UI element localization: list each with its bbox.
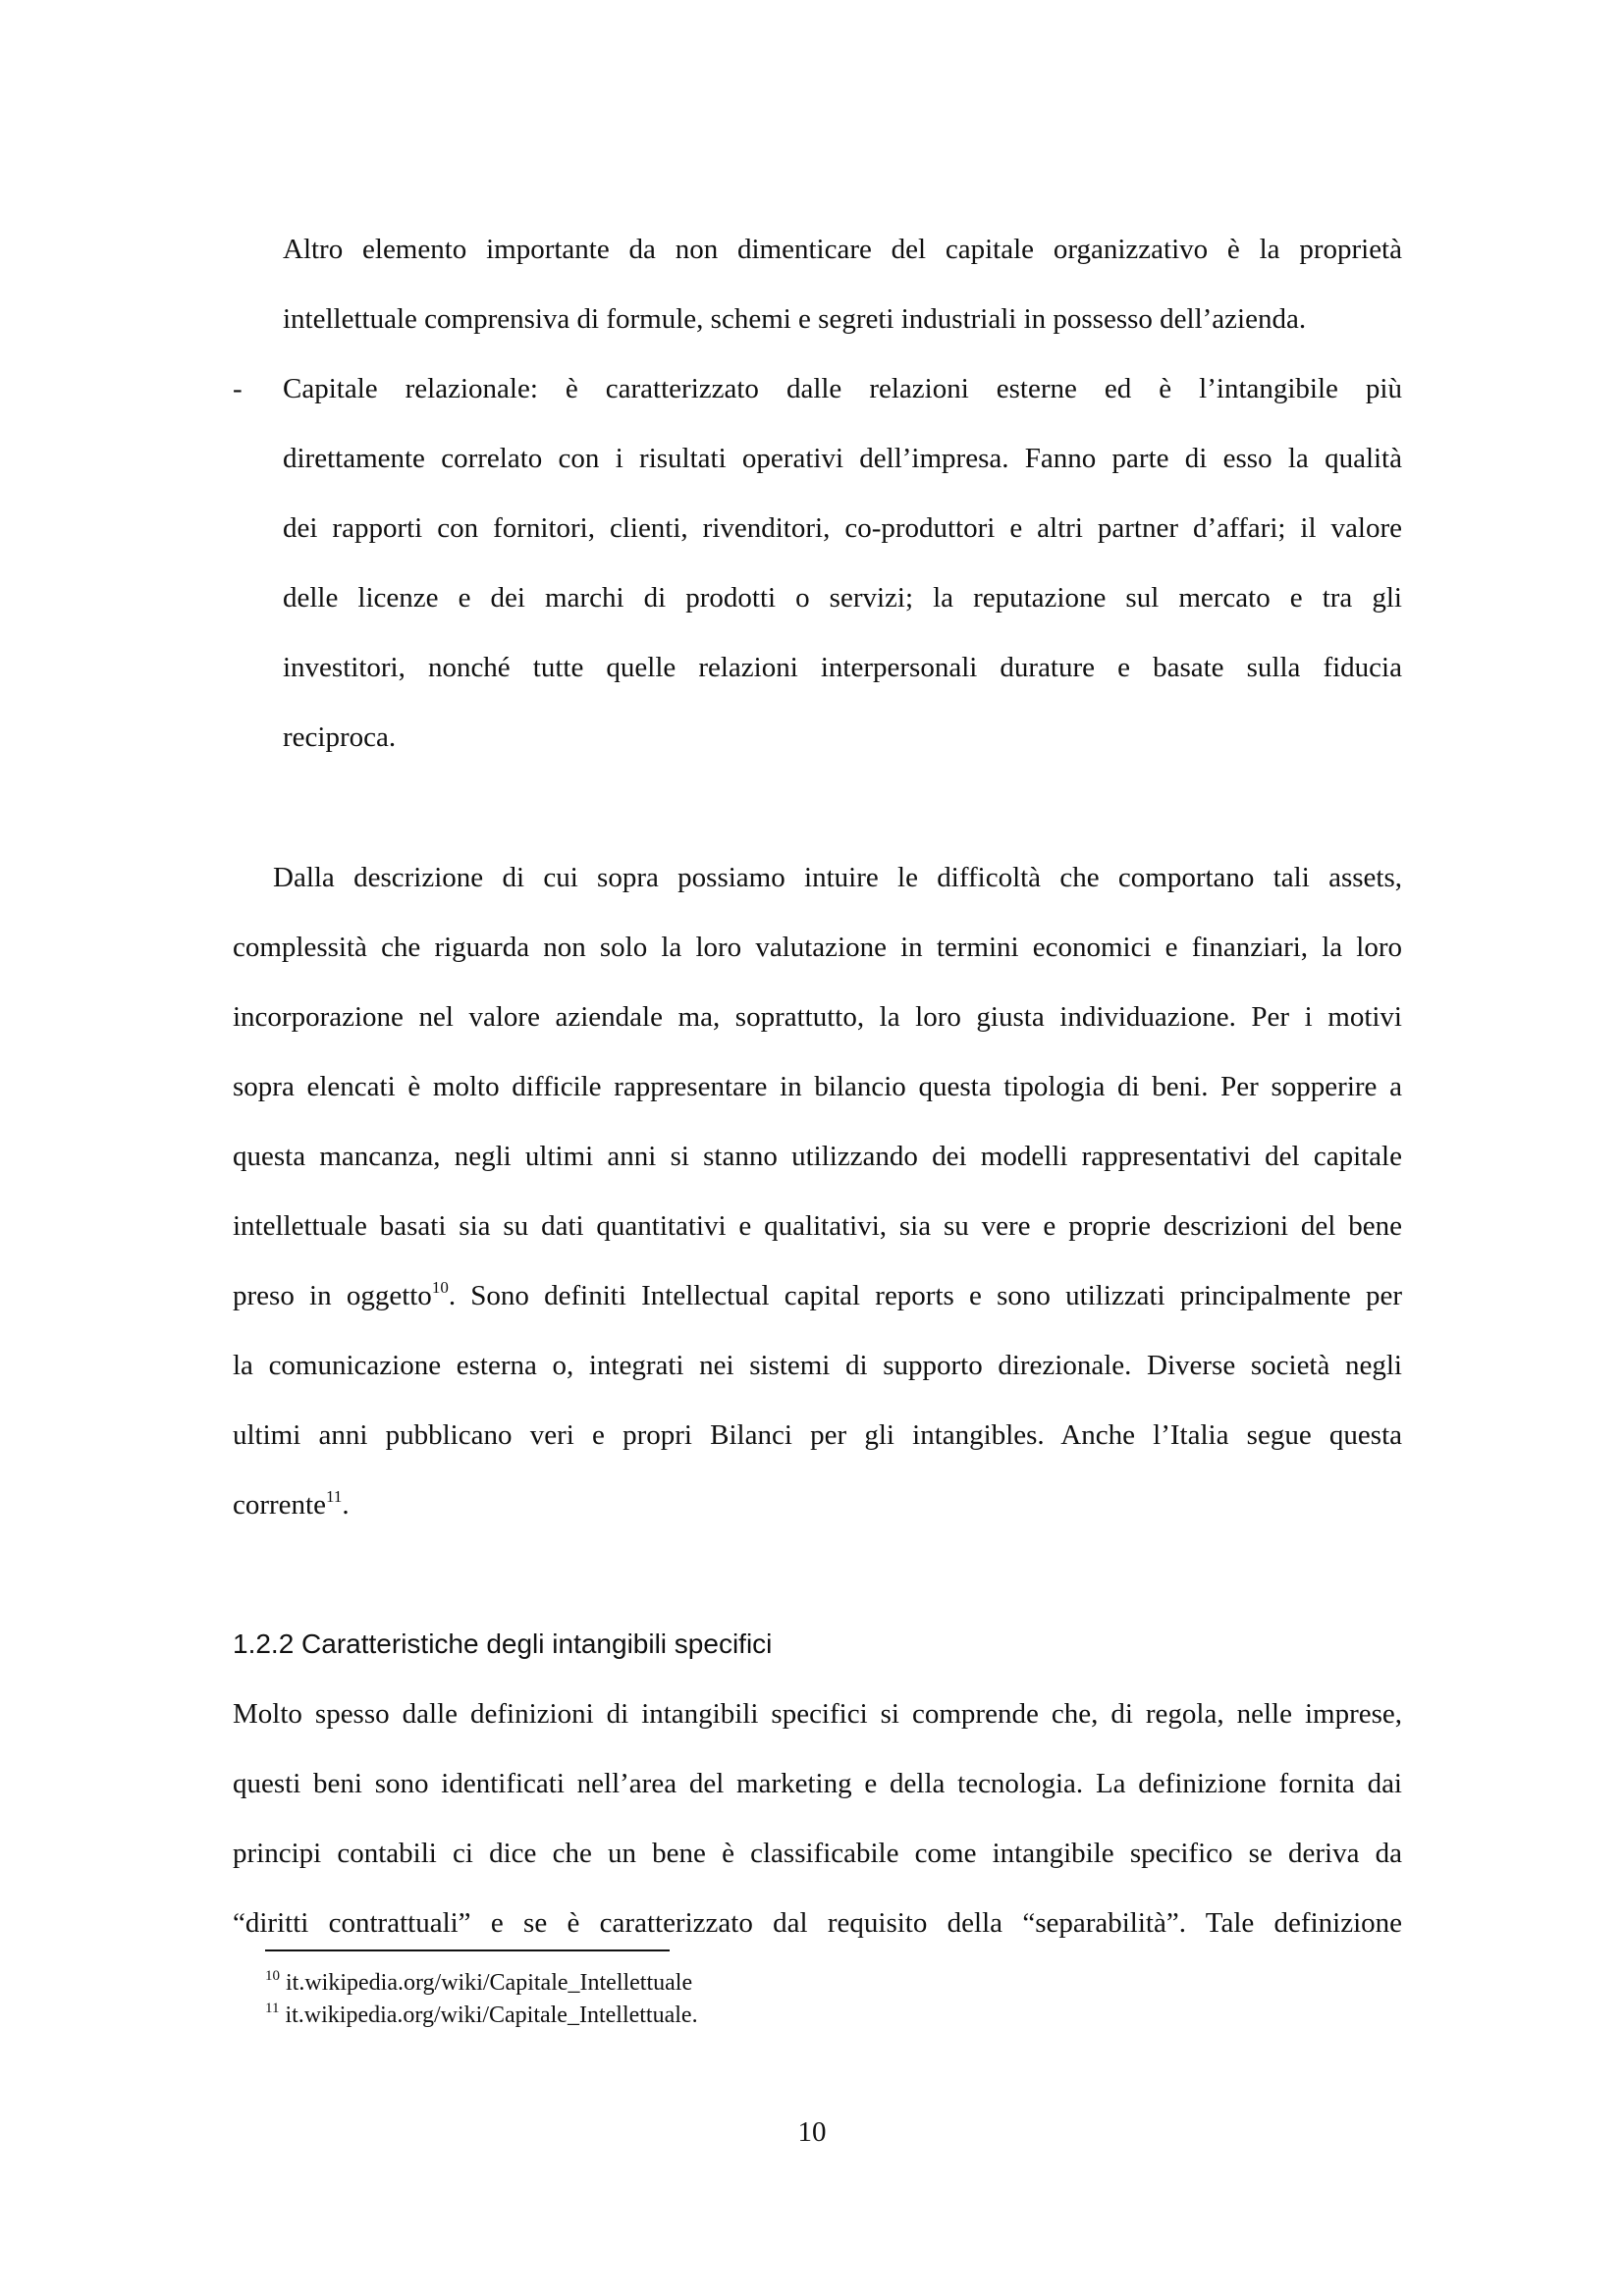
footnote-11-number: 11 — [265, 2001, 280, 2016]
paragraph1-line-7-end: . Sono definiti Intellectual capital reports e sono utilizzati principalmente per — [448, 1280, 1403, 1311]
paragraph1-line-7-start: preso in oggetto — [233, 1280, 432, 1311]
bullet-line-1: Capitale relazionale: è caratterizzato dalle relazioni esterne ed è l’intangibile più — [283, 373, 1402, 404]
bullet-line-5: investitori, nonché tutte quelle relazioni interpersonali durature e basate sulla fiducia — [283, 652, 1402, 683]
paragraph1-line-6: intellettuale basati sia su dati quantitativi e qualitativi, sia su vere e proprie descrizioni del bene — [233, 1210, 1402, 1242]
bullet-line-3: dei rapporti con fornitori, clienti, rivenditori, co-produttori e altri partner d’affari; il valore — [283, 512, 1402, 544]
paragraph1-line-2: complessità che riguarda non solo la loro valutazione in termini economici e finanziari, la loro — [233, 932, 1402, 963]
paragraph1-line-4: sopra elencati è molto difficile rappresentare in bilancio questa tipologia di beni. Per sopperire a — [233, 1071, 1402, 1102]
paragraph1-line-10-start: corrente — [233, 1489, 326, 1521]
footnote-ref-11: 11 — [326, 1487, 343, 1506]
section-line-4: “diritti contrattuali” e se è caratterizzato dal requisito della “separabilità”. Tale definizione — [233, 1907, 1402, 1939]
section-line-3: principi contabili ci dice che un bene è classificabile come intangibile specifico se deriva da — [233, 1838, 1402, 1869]
section-heading: 1.2.2 Caratteristiche degli intangibili specifici — [233, 1629, 773, 1659]
footnote-ref-10: 10 — [431, 1278, 449, 1297]
bullet-marker: - — [233, 373, 243, 404]
footnote-10-number: 10 — [265, 1968, 280, 1984]
paragraph1-line-1: Dalla descrizione di cui sopra possiamo intuire le difficoltà che comportano tali assets, — [273, 862, 1402, 893]
section-line-1: Molto spesso dalle definizioni di intangibili specifici si comprende che, di regola, nelle imprese, — [233, 1698, 1402, 1730]
footnote-10-link[interactable]: it.wikipedia.org/wiki/Capitale_Intellettuale — [286, 1970, 693, 1996]
continuation-line-1: Altro elemento importante da non dimenticare del capitale organizzativo è la proprietà — [283, 234, 1402, 265]
paragraph1-line-3: incorporazione nel valore aziendale ma, soprattutto, la loro giusta individuazione. Per i motivi — [233, 1001, 1402, 1033]
paragraph1-line-10 — [233, 1487, 350, 1522]
paragraph1-line-7 — [233, 1278, 1402, 1313]
footnote-separator — [265, 1949, 670, 1951]
paragraph1-line-10-end: . — [342, 1489, 350, 1521]
paragraph1-line-9: ultimi anni pubblicano veri e propri Bilanci per gli intangibles. Anche l’Italia segue questa — [233, 1419, 1402, 1451]
paragraph1-line-8: la comunicazione esterna o, integrati nei sistemi di supporto direzionale. Diverse società negli — [233, 1350, 1402, 1381]
section-line-2: questi beni sono identificati nell’area del marketing e della tecnologia. La definizione fornita dai — [233, 1768, 1402, 1799]
paragraph1-line-5: questa mancanza, negli ultimi anni si stanno utilizzando dei modelli rappresentativi del capitale — [233, 1141, 1402, 1172]
footnote-11-link[interactable]: it.wikipedia.org/wiki/Capitale_Intellettuale. — [285, 2002, 698, 2028]
page-number: 10 — [797, 2116, 827, 2148]
footnote-10 — [265, 1968, 692, 1998]
bullet-line-6: reciproca. — [283, 721, 397, 753]
continuation-line-2: intellettuale comprensiva di formule, schemi e segreti industriali in possesso dell’azienda. — [283, 303, 1307, 335]
bullet-line-2: direttamente correlato con i risultati operativi dell’impresa. Fanno parte di esso la qualità — [283, 443, 1402, 474]
footnote-11 — [265, 2001, 698, 2030]
bullet-line-4: delle licenze e dei marchi di prodotti o servizi; la reputazione sul mercato e tra gli — [283, 582, 1402, 614]
